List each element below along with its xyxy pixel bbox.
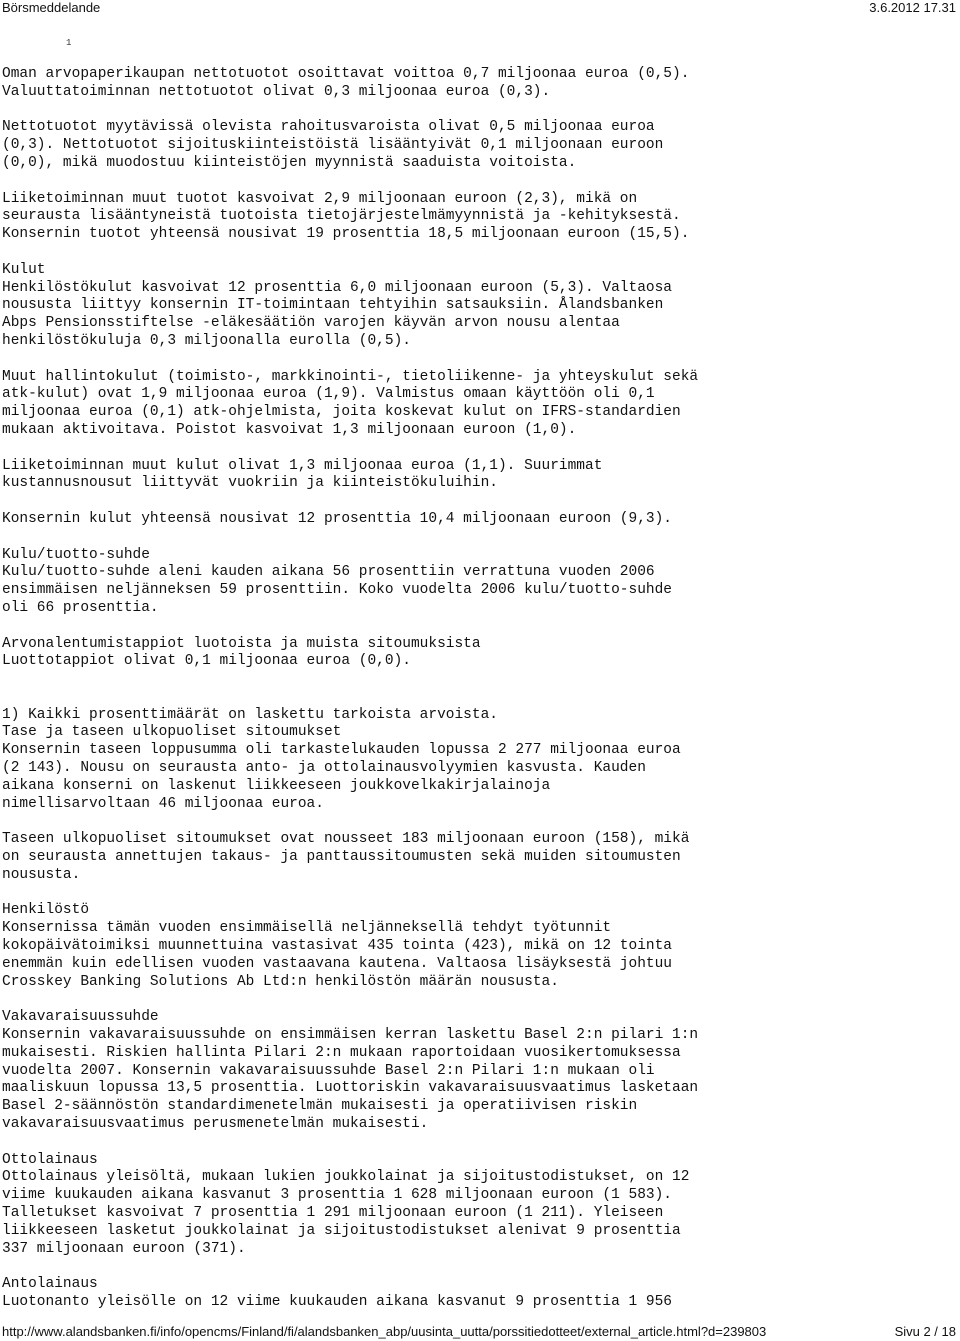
paragraph-financial-assets: Nettotuotot myytävissä olevista rahoitusvaroista olivat 0,5 miljoonaa euroa (0,3). Nettotuotot sijoituskiinteistöistä lisääntyivät 0,1 miljoonaan euroon (0,0), mikä muodostuu kiinteistöjen myynnistä saaduista voitoista. [2,119,664,171]
page-header [0,0,960,16]
paragraph-off-balance: Taseen ulkopuoliset sitoumukset ovat nousseet 183 miljoonaan euroon (158), mikä on seurausta annettujen takaus- ja panttaussitoumusten sekä muiden sitoumusten noususta. [2,831,690,883]
header-datetime: 3.6.2012 17.31 [869,0,956,15]
footer-url: http://www.alandsbanken.fi/info/opencms/Finland/fi/alandsbanken_abp/uusinta_uutta/porssitiedotteet/external_article.html?d=239803 [2,1324,767,1339]
paragraph-costs: Kulut Henkilöstökulut kasvoivat 12 prosenttia 6,0 miljoonaan euroon (5,3). Valtaosa noususta liittyy konsernin IT-toimintaan tehtyihin satsauksiin. Ålandsbanken Abps Pensionsstiftelse -eläkesäätiön varojen käyvän arvon nousu alentaa henkilöstökuluja 0,3 miljoonalla eurolla (0,5). [2,261,673,349]
paragraph-balance-sheet: 1) Kaikki prosenttimäärät on laskettu tarkoista arvoista. Tase ja taseen ulkopuoliset sitoumukset Konsernin taseen loppusumma oli tarkastelukauden lopussa 2 277 miljoonaa euroa (2 143). Nousu on seurausta anto- ja ottolainausvolyymien kasvusta. Kauden aikana konserni on laskenut liikkeeseen joukkovelkakirjalainoja nimellisarvoltaan 46 miljoonaa euroa. [2,706,681,812]
paragraph-lending: Antolainaus Luotonanto yleisölle on 12 viime kuukauden aikana kasvanut 9 prosenttia 1 956 [2,1276,673,1310]
footer-page-number: Sivu 2 / 18 [894,1324,956,1339]
paragraph-other-costs: Liiketoiminnan muut kulut olivat 1,3 miljoonaa euroa (1,1). Suurimmat kustannusnousut liittyvät vuokriin ja kiinteistökuluihin. [2,457,603,492]
paragraph-other-income: Liiketoiminnan muut tuotot kasvoivat 2,9 miljoonaan euroon (2,3), mikä on seurausta lisääntyneistä tuotoista tietojärjestelmämyynnistä ja -kehityksestä. Konsernin tuotot yhteensä nousivat 19 prosenttia 18,5 miljoonaan euroon (15,5). [2,190,690,243]
paragraph-impairment: Arvonalentumistappiot luotoista ja muista sitoumuksista Luottotappiot olivat 0,1 miljoonaa euroa (0,0). [2,635,481,670]
paragraph-cost-income-ratio: Kulu/tuotto-suhde Kulu/tuotto-suhde aleni kauden aikana 56 prosenttiin verrattuna vuoden 2006 ensimmäisen neljänneksen 59 prosenttiin. Koko vuodelta 2006 kulu/tuotto-suhde oli 66 prosenttia. [2,546,673,616]
document-body [2,66,952,1310]
paragraph-admin-costs: Muut hallintokulut (toimisto-, markkinointi-, tietoliikenne- ja yhteyskulut sekä atk-kulut) ovat 1,9 miljoonaa euroa (1,9). Valmistus omaan käyttöön oli 0,1 miljoonaa euroa (0,1) atk-ohjelmista, joita koskevat kulut on IFRS-standardien mukaan aktivoitava. Poistot kasvoivat 1,3 miljoonaan euroon (1,0). [2,368,699,438]
paragraph-trading-income: Oman arvopaperikaupan nettotuotot osoittavat voittoa 0,7 miljoonaa euroa (0,5). Valuuttatoiminnan nettotuotot olivat 0,3 miljoonaa euroa (0,3). [2,66,690,100]
header-document-type: Börsmeddelande [2,0,101,15]
page-footer [0,1323,960,1341]
paragraph-deposits: Ottolainaus Ottolainaus yleisöltä, mukaan lukien joukkolainat ja sijoitustodistukset, on 12 viime kuukauden aikana kasvanut 3 prosenttia 1 628 miljoonaan euroon (1 583). Talletukset kasvoivat 7 prosenttia 1 291 miljoonaan euroon (1 211). Yleiseen liikkeeseen lasketut joukkolainat ja sijoitustodistukset alenivat 9 prosenttia 337 miljoonaan euroon (371). [2,1151,690,1257]
page-mark: 1 [66,38,72,48]
paragraph-total-costs: Konsernin kulut yhteensä nousivat 12 prosenttia 10,4 miljoonaan euroon (9,3). [2,510,673,527]
paragraph-capital-adequacy: Vakavaraisuussuhde Konsernin vakavaraisuussuhde on ensimmäisen kerran laskettu Basel 2:n pilari 1:n mukaisesti. Riskien hallinta Pilari 2:n mukaan raportoidaan vuosikertomuksessa vuodelta 2007. Konsernin vakavaraisuussuhde Basel 2:n Pilari 1:n mukaan oli maaliskuun lopussa 13,5 prosenttia. Luottoriskin vakavaraisuusvaatimus lasketaan Basel 2-säännöstön standardimenetelmän mukaisesti ja operatiivisen riskin vakavaraisuusvaatimus perusmenetelmän mukaisesti. [2,1009,699,1133]
paragraph-personnel: Henkilöstö Konsernissa tämän vuoden ensimmäisellä neljänneksellä tehdyt työtunnit kokopäivätoimiksi muunnettuina vastasivat 435 tointa (423), mikä on 12 tointa enemmän kuin edellisen vuoden vastaavana kautena. Valtaosa lisäyksestä johtuu Crosskey Banking Solutions Ab Ltd:n henkilöstön määrän noususta. [2,902,673,990]
